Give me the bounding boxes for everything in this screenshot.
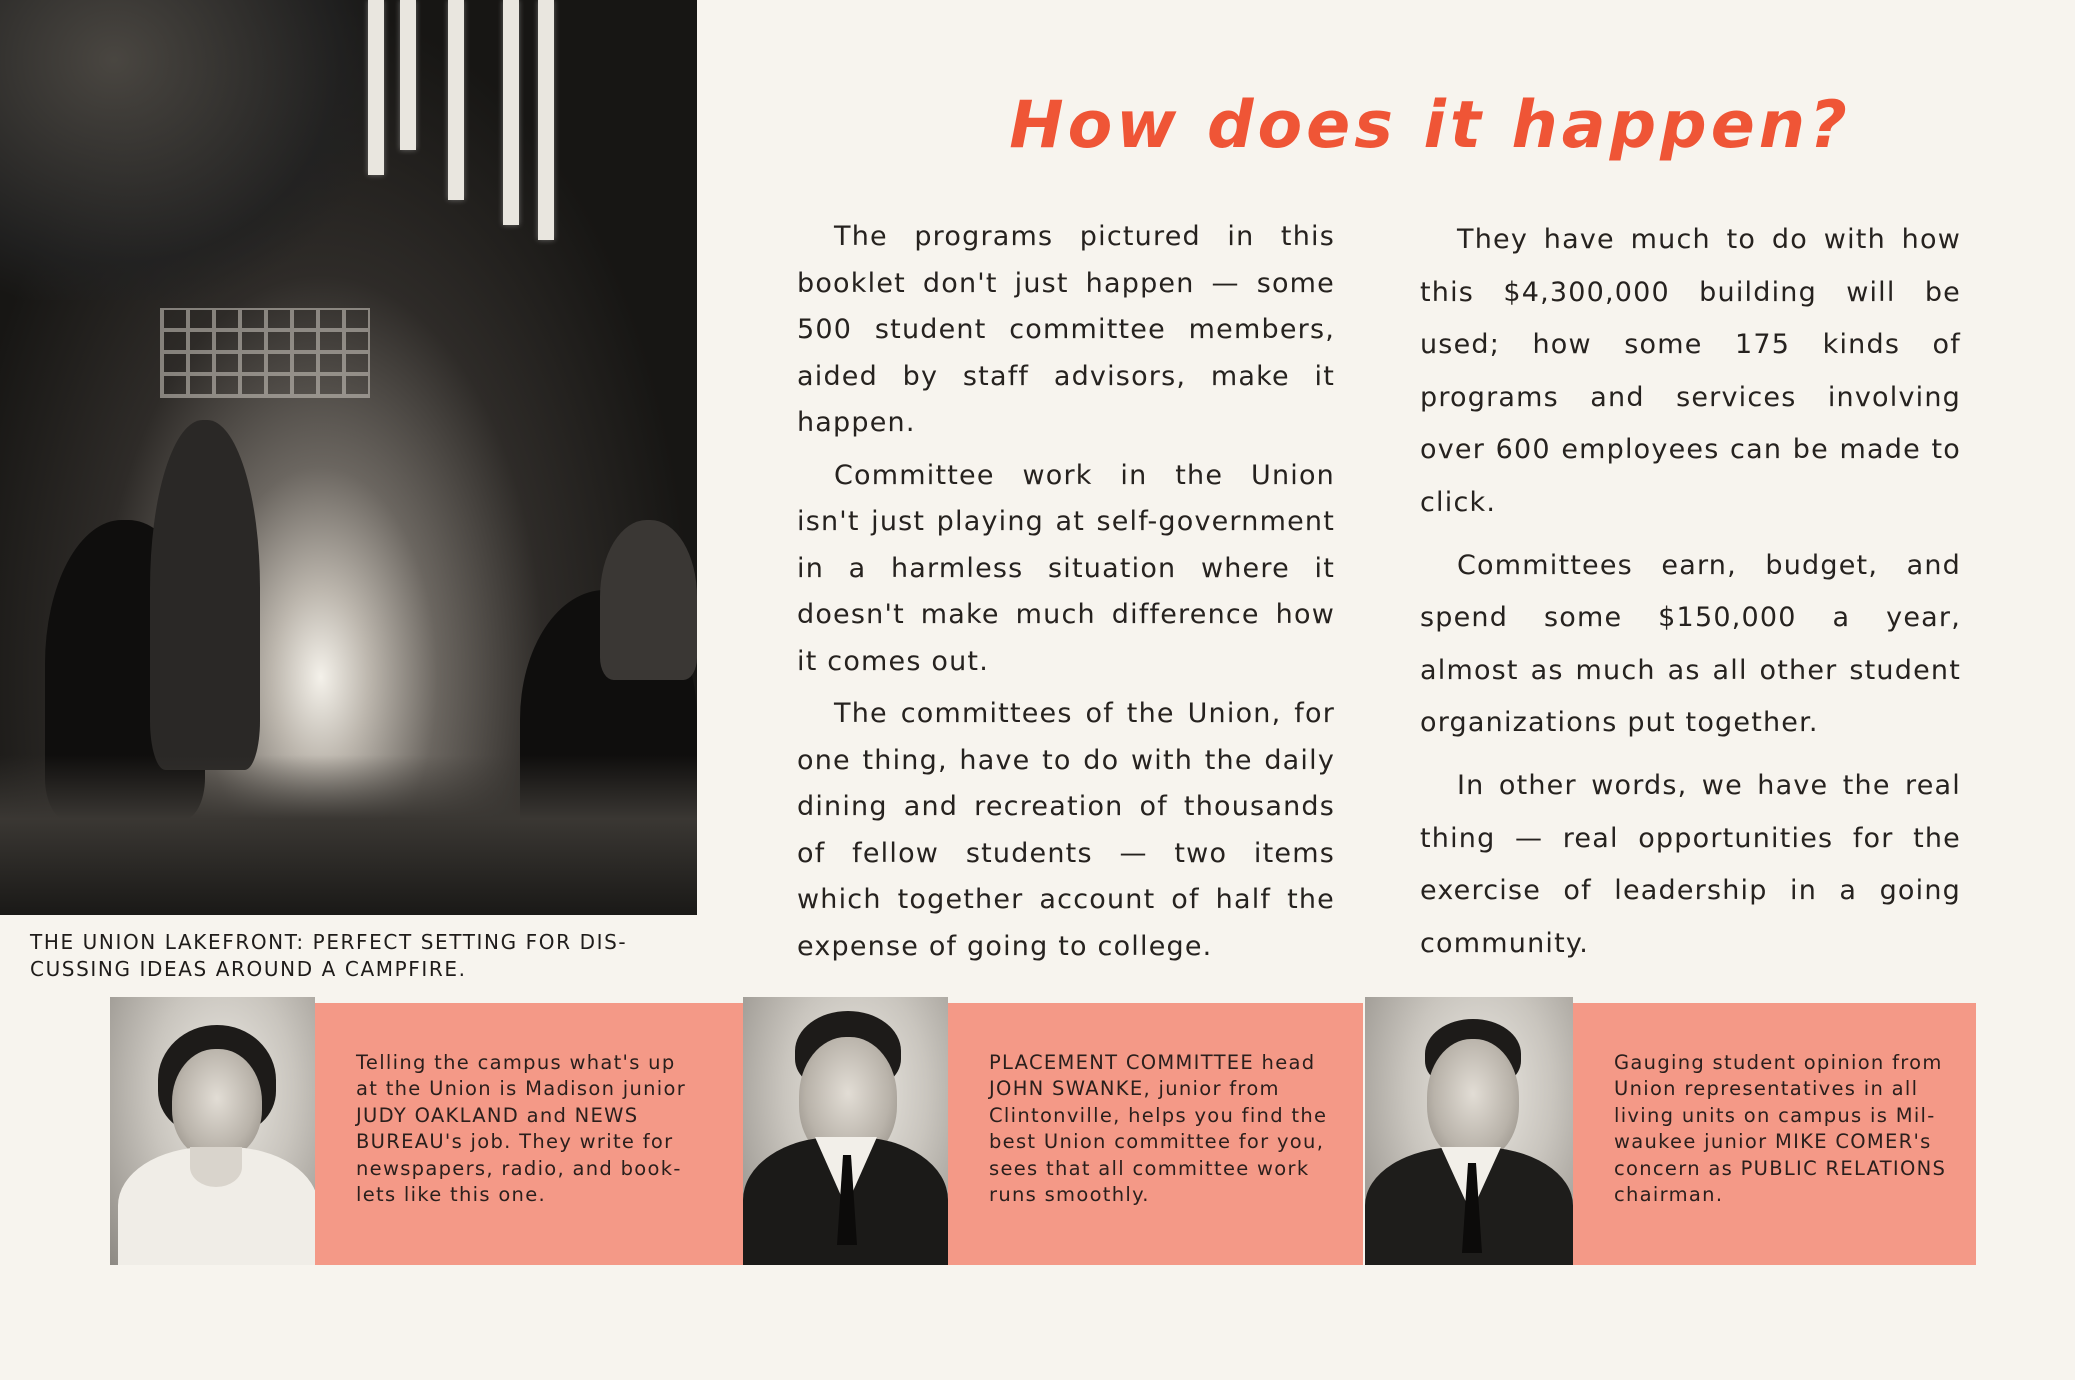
student-figure [150, 420, 260, 770]
portrait-judy-oakland [110, 997, 315, 1265]
portrait-mike-comer [1365, 997, 1573, 1265]
profile-caption: PLACEMENT COMMITTEE head JOHN SWANKE, junior from Clintonville, helps you find the best Union committee for you, sees that all committee work runs smoothly. [948, 1003, 1363, 1265]
paragraph: The committees of the Union, for one thing, have to do with the daily dining and recreation of thousands of fellow students — two items which together account of half the expense of going to college. [797, 698, 1335, 962]
paragraph: Committee work in the Union isn't just playing at self-government in a harmless situation where it doesn't make much difference how it comes out. [797, 459, 1335, 677]
ground-shadow [0, 755, 697, 915]
paragraph: They have much to do with how this $4,300,000 building will be used; how some 175 kinds of programs and services involving over 600 employees can be made to click. [1420, 224, 1961, 518]
student-figure [600, 520, 697, 680]
portrait-john-swanke [743, 997, 948, 1265]
page-title: How does it happen? [1009, 88, 1851, 163]
body-column-right [1420, 214, 1961, 980]
profile-caption: Telling the campus what's up at the Union is Madison junior JUDY OAKLAND and NEWS BUREAU's job. They write for newspapers, radio, and book- lets like this one. [315, 1003, 743, 1265]
paragraph: In other words, we have the real thing — real opportunities for the exercise of leadership in a going community. [1420, 769, 1961, 959]
building-window [448, 0, 464, 200]
photo-caption: THE UNION LAKEFRONT: PERFECT SETTING FOR DIS- CUSSING IDEAS AROUND A CAMPFIRE. [30, 930, 628, 981]
body-column-left [797, 214, 1335, 976]
campfire-photo [0, 0, 697, 915]
building-window [368, 0, 384, 175]
profile-caption: Gauging student opinion from Union representatives in all living units on campus is Mil- waukee junior MIKE COMER's concern as PUBLIC RELATIONS chairman. [1573, 1003, 1976, 1265]
paragraph: Committees earn, budget, and spend some $150,000 a year, almost as much as all other student organizations put together. [1420, 549, 1961, 739]
building-lattice [160, 308, 370, 398]
paragraph: The programs pictured in this booklet don't just happen — some 500 student committee members, aided by staff advisors, make it happen. [797, 221, 1335, 438]
building-window [538, 0, 554, 240]
building-window [503, 0, 519, 225]
tree-silhouette [0, 0, 380, 300]
building-window [400, 0, 416, 150]
